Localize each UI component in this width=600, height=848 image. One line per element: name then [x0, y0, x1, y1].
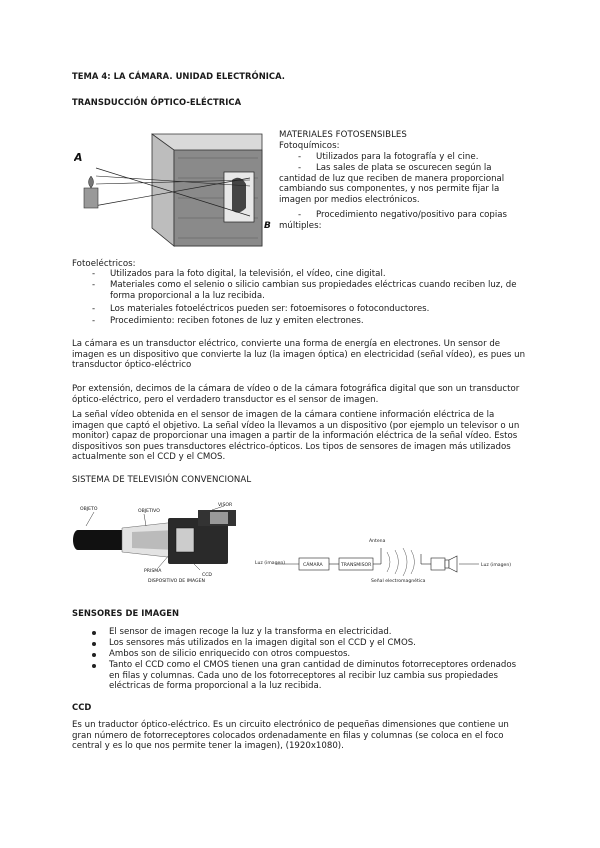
- sensores-item: El sensor de imagen recoge la luz y la transforma en electricidad.: [109, 627, 392, 637]
- diagram-input: Luz (imagen): [255, 561, 286, 566]
- fotoelectricos-item: Procedimiento: reciben fotones de luz y emiten electrones.: [110, 316, 364, 326]
- section-heading-sensores: SENSORES DE IMAGEN: [72, 608, 180, 618]
- label-visor: VISOR: [218, 503, 233, 508]
- sensores-item: Tanto el CCD como el CMOS tienen una gran cantidad de diminutos fotorreceptores ordenados en filas y columnas. Cada uno de los fotorreceptores al recibir luz cambia sus propiedades eléctricas de forma proporcional a la luz recibida.: [109, 660, 517, 692]
- label-b: B: [264, 221, 271, 231]
- paragraph: Por extensión, decimos de la cámara de vídeo o de la cámara fotográfica digital que son un transductor óptico-eléctrico, pero el verdadero transductor es el sensor de imagen.: [72, 384, 520, 405]
- diagram-antena: Antena: [369, 539, 386, 544]
- fotoquimicos-item: Procedimiento negativo/positivo para copias múltiples:: [279, 210, 508, 231]
- fotoelectricos-heading: Fotoeléctricos:: [72, 259, 136, 269]
- bullet: [92, 664, 96, 668]
- diagram-output: Luz (imagen): [481, 563, 512, 568]
- fotoquimicos-label: Fotoquímicos:: [279, 141, 340, 151]
- label-objeto: OBJETO: [80, 507, 98, 512]
- bullet: [92, 642, 96, 646]
- bullet: [92, 631, 96, 635]
- page-title: TEMA 4: LA CÁMARA. UNIDAD ELECTRÓNICA.: [72, 71, 286, 81]
- fotoquimicos-item: Utilizados para la fotografía y el cine.: [316, 152, 479, 162]
- section-heading-transduccion: TRANSDUCCIÓN ÓPTICO-ELÉCTRICA: [72, 97, 242, 107]
- label-dispositivo: DISPOSITIVO DE IMAGEN: [148, 579, 205, 584]
- label-prisma: PRISMA: [144, 569, 162, 574]
- paragraph: La señal vídeo obtenida en el sensor de imagen de la cámara contiene información eléctrica de la imagen que captó el objetivo. La señal vídeo la llevamos a un dispositivo (por ejemplo un televisor o un monitor) capaz de proporcionar una imagen a partir de la información eléctrica de la señal vídeo. Estos dispositivos son pues transductores eléctrico-ópticos. Los tipos de sensores de imagen más utilizados actualmente son el CCD y el CMOS.: [72, 410, 520, 463]
- fotoelectricos-item: Los materiales fotoeléctricos pueden ser: fotoemisores o fotoconductores.: [110, 304, 430, 314]
- diagram-wave-label: Señal electromagnética: [371, 579, 426, 584]
- fotoelectricos-item: Materiales como el selenio o silicio cambian sus propiedades eléctricas cuando reciben luz, de forma proporcional a la luz recibida.: [110, 280, 517, 301]
- label-a: A: [74, 151, 83, 164]
- camera-obscura-figure: [74, 128, 274, 252]
- tv-camera-figure: [72, 500, 252, 584]
- tv-system-diagram: [255, 536, 530, 586]
- sensores-item: Ambos son de silicio enriquecido con otros compuestos.: [109, 649, 351, 659]
- label-objetivo: OBJETIVO: [138, 509, 160, 514]
- diagram-camara: CÁMARA: [303, 563, 323, 568]
- fotoquimicos-item: Las sales de plata se oscurecen según la cantidad de luz que reciben de manera proporcional cambiando sus componentes, y nos permite fijar la imagen por medios electrónicos.: [279, 163, 505, 205]
- ccd-paragraph: Es un traductor óptico-eléctrico. Es un circuito electrónico de pequeñas dimensiones que contiene un gran número de fotorreceptores colocados ordenadamente en filas y columnas (se coloca en el foco central y es lo que nos permite tener la imagen), (1920x1080).: [72, 720, 509, 752]
- section-heading-tv: SISTEMA DE TELEVISIÓN CONVENCIONAL: [72, 475, 252, 485]
- bullet: [92, 653, 96, 657]
- materiales-heading: MATERIALES FOTOSENSIBLES: [279, 130, 407, 140]
- diagram-transmisor: TRANSMISOR: [341, 563, 372, 568]
- fotoelectricos-item: Utilizados para la foto digital, la televisión, el vídeo, cine digital.: [110, 269, 386, 279]
- section-heading-ccd: CCD: [72, 702, 92, 712]
- sensores-item: Los sensores más utilizados en la imagen digital son el CCD y el CMOS.: [109, 638, 416, 648]
- paragraph: La cámara es un transductor eléctrico, convierte una forma de energía en electrones. Un sensor de imagen es un dispositivo que convierte la luz (la imagen óptica) en electricidad (señal vídeo), es pues un transductor óptico-eléctrico: [72, 339, 526, 371]
- label-ccd: CCD: [202, 573, 212, 578]
